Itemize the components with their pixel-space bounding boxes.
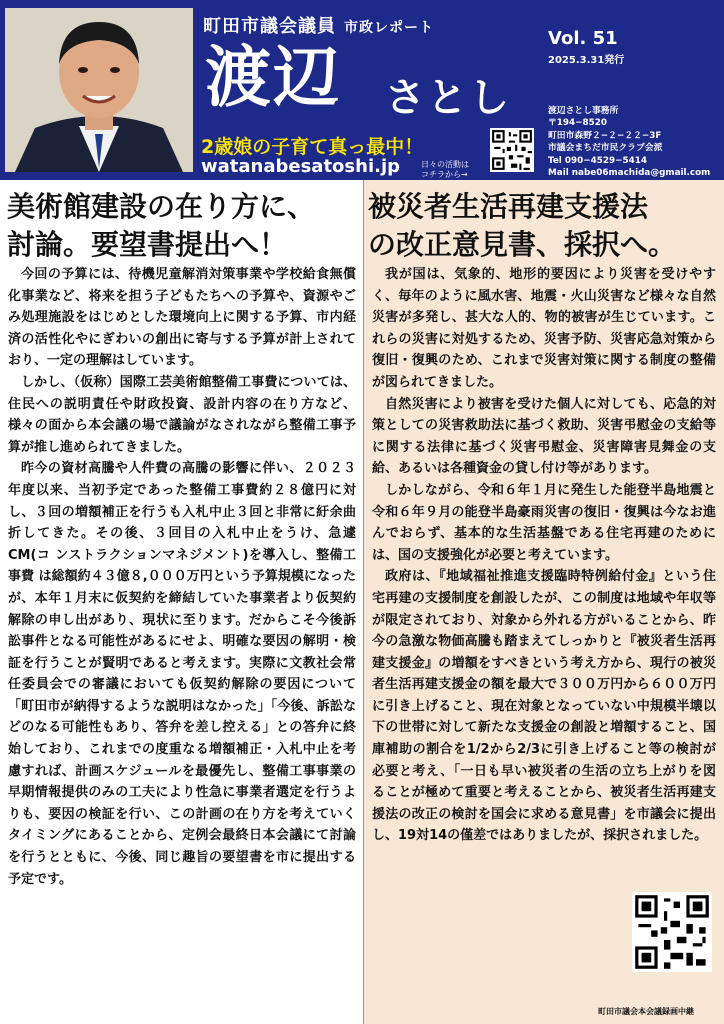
paragraph: しかしながら、令和６年１月に発生した能登半島地震と令和６年９月の能登半島豪雨災害の復旧・復興は今なお進んでおらず、基本的な生活基盤である住宅再建のためには、国の支援強化が必要と考えています。 [372, 482, 716, 563]
given-name: さとし [385, 75, 511, 121]
paragraph: 昨今の資材高騰や人件費の高騰の影響に伴い、２０２３年度以来、当初予定であった整備工事費約２８億円に対し、３回の増額補正を行うも入札中止３回と非常に紆余曲折してきた。その後、３回目の入札中止をうけ、急遽CM(コ ンストラクションマネジメント)を導入し、整備工事費 は総額約４３億８,０００万円という予算規模になったが、本年１月末に仮契約を締結していた事業者より仮契約解除の申し出があり、現状に至ります。だからこそ今後訴訟事件となる可能性があるにせよ、明確な要因の解明・検証を行うことが賢明であると考えます。実際に文教社会常任委員会での審議においても仮契約解除の要因について「町田市が納得するような説明はなかった」「今後、訴訟などのなる可能性もあり、答弁を差し控える」との答弁に終始しており、これまでの度重なる増額補正・入札中止を考慮すれば、計画スケジュールを最優先し、整備工事事業の早期情報提供のみの工夫により性急に事業者選定を行うよりも、要因の検証を行い、この計画の在り方を考えていくタイミングにあることから、定例会最終日本会議にて討論を行うとともに、今後、同じ趣旨の要望書を市に提出する予定です。 [8, 461, 356, 887]
paragraph: 政府は、『地域福祉推進支援臨時特例給付金』という住宅再建の支援制度を創設したが、この制度は地域や年収等が限定されており、対象から外れる方がいることから、昨今の急激な物価高騰も踏まえてしっかりと『被災者生活再建支援金』の増額をすべきという考え方から、現行の被災者生活再建支援金の額を最大で３００万円から６００万円に引き上げること、現在対象となっていない中規模半壊以下の世帯に対して新たな支援金の創設と増額すること、国庫補助の割合を1/2から2/3に引き上げること等の検討が必要と考え、「一日も早い被災者の生活の立ち上がりを図ることが極めて重要と考えることから、被災者生活再建支援法の改正の検討を国会に求める意見書」を市議会に提出し、19対14の僅差ではありましたが、採択されました。 [372, 569, 716, 844]
report-title: 町田市議会議員 市政レポート [203, 16, 434, 37]
qr-code-icon[interactable] [490, 128, 534, 172]
paragraph: 今回の予算には、待機児童解消対策事業や学校給食無償化事業など、将来を担う子どもたちへの予算や、資源やごみ処理施設をはじめとした環境向上に関する予算、市内経済の活性化やにぎわいの創出に寄与する予算が計上されており、一定の理解はしています。 [8, 267, 356, 369]
office-postal: 〒194−8520 [548, 118, 608, 129]
header-banner [0, 0, 724, 180]
right-headline: 被災者生活再建支援法 の改正意見書、採択へ。 [368, 190, 677, 261]
paragraph: 我が国は、気象的、地形的要因により災害を受けやすく、毎年のように風水害、地震・火山災害など様々な自然災害が多発し、甚大な人的、物的被害が生じています。これらの災害に対処するため、災害予防、災害応急対策から復旧・復興のため、これまで災害対策に関する制度の整備が図られてきました。 [372, 267, 716, 390]
office-contact [548, 105, 710, 179]
paragraph: しかし、（仮称）国際工芸美術館整備工事費については、住民への説明責任や財政投資、設計内容の在り方など、様々の面から本会議の場で議論がなされながら整備工事予算が推し進められてきました。 [8, 374, 356, 455]
issue-info [548, 28, 624, 66]
video-caption: 町田市議会本会議録画中継 [598, 1007, 694, 1016]
office-group: 市議会まちだ市民クラブ会派 [548, 143, 663, 154]
portrait-photo [5, 8, 193, 172]
office-name: 渡辺さとし事務所 [548, 106, 619, 116]
office-address: 町田市森野２−２−２２−3F [548, 130, 662, 141]
paragraph: 自然災害により被害を受けた個人に対しても、応急的対策としての災害救助法に基づく救助、災害弔慰金の支給等に関する法律に基づく災害弔慰金、災害障害見舞金の支給、あるいは各種資金の貸し付け等があります。 [372, 396, 716, 477]
tagline: 2歳娘の子育て真っ最中！ [201, 136, 424, 158]
activity-note: 日々の活動は コチラから→ [421, 160, 469, 179]
name-block [195, 8, 530, 179]
website-link[interactable]: watanabesatoshi.jp [201, 156, 401, 177]
left-article-body [8, 264, 356, 890]
right-article-body [372, 264, 716, 847]
volume-number: Vol. 51 [548, 28, 618, 49]
office-phone[interactable]: Tel 090−4529−5414 [548, 155, 647, 166]
issue-date: 2025.3.31発行 [548, 55, 625, 66]
surname: 渡辺 [205, 38, 341, 116]
office-email[interactable]: Mail nabe06machida@gmail.com [548, 168, 711, 179]
qr-code-icon[interactable] [632, 892, 712, 972]
left-article [0, 180, 364, 1024]
left-headline: 美術館建設の在り方に、 討論。要望書提出へ！ [7, 190, 316, 261]
